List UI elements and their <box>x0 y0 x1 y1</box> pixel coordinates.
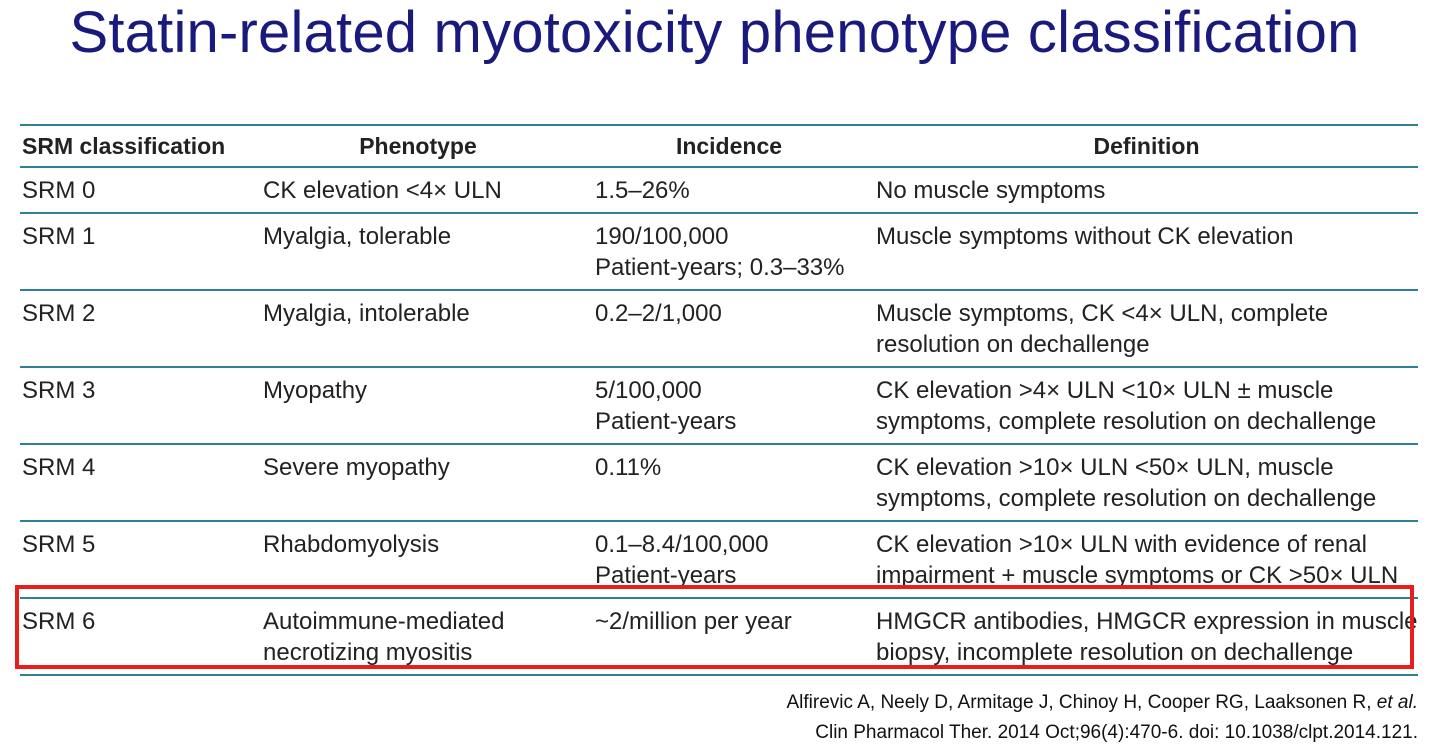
cell-incidence-line: 1.5–26% <box>595 177 690 204</box>
table-row <box>20 167 1418 213</box>
cell-definition-line: impairment + muscle symptoms or CK >50× ULN <box>876 562 1399 589</box>
cell-phenotype <box>251 444 583 521</box>
cell-incidence <box>583 367 873 444</box>
cell-phenotype-line: Myalgia, tolerable <box>263 223 452 250</box>
cell-definition-line: HMGCR antibodies, HMGCR expression in muscle <box>876 608 1418 635</box>
cell-definition-line: Muscle symptoms, CK <4× ULN, complete <box>876 300 1329 327</box>
cell-incidence-line: Patient-years <box>595 408 737 435</box>
cell-phenotype <box>251 367 583 444</box>
citation-authors-line <box>786 688 1418 718</box>
cell-definition-line: biopsy, incomplete resolution on dechallenge <box>876 639 1354 666</box>
cell-incidence-line: 0.11% <box>595 454 662 481</box>
cell-definition-line: resolution on dechallenge <box>876 331 1150 358</box>
cell-definition-line: symptoms, complete resolution on dechallenge <box>876 485 1377 512</box>
cell-phenotype-line: Rhabdomyolysis <box>263 531 440 558</box>
cell-incidence-line: Patient-years <box>595 562 737 589</box>
cell-incidence <box>583 444 873 521</box>
table-row <box>20 444 1418 521</box>
header-srm-classification: SRM classification <box>22 132 226 159</box>
cell-incidence-line: 0.1–8.4/100,000 <box>595 531 769 558</box>
cell-phenotype-line: Myalgia, intolerable <box>263 300 470 327</box>
cell-srm: SRM 6 <box>22 608 96 635</box>
citation-et-al: et al. <box>1376 692 1418 713</box>
cell-phenotype-line: Myopathy <box>263 377 368 404</box>
cell-incidence-line: ~2/million per year <box>595 608 792 635</box>
cell-definition-line: Muscle symptoms without CK elevation <box>876 223 1294 250</box>
table-row <box>20 290 1418 367</box>
cell-incidence <box>583 290 873 367</box>
cell-definition <box>873 290 1418 367</box>
cell-phenotype-line: CK elevation <4× ULN <box>263 177 502 204</box>
cell-definition <box>873 167 1418 213</box>
slide-title: Statin-related myotoxicity phenotype classification <box>69 0 1360 65</box>
table-row <box>20 367 1418 444</box>
cell-definition-line: CK elevation >10× ULN <50× ULN, muscle <box>876 454 1334 481</box>
cell-srm: SRM 2 <box>22 300 96 327</box>
header-phenotype: Phenotype <box>359 132 477 159</box>
cell-incidence <box>583 167 873 213</box>
cell-phenotype-line: necrotizing myositis <box>263 639 473 666</box>
cell-phenotype-line: Autoimmune-mediated <box>263 608 505 635</box>
cell-incidence-line: 5/100,000 <box>595 377 702 404</box>
header-incidence: Incidence <box>675 132 783 159</box>
cell-srm: SRM 4 <box>22 454 96 481</box>
srm6-highlight-box <box>15 585 1414 669</box>
cell-definition-line: CK elevation >10× ULN with evidence of renal <box>876 531 1367 558</box>
cell-srm: SRM 3 <box>22 377 96 404</box>
cell-definition-line: No muscle symptoms <box>876 177 1106 204</box>
cell-phenotype <box>251 290 583 367</box>
cell-incidence-line: 190/100,000 <box>595 223 729 250</box>
citation-authors: Alfirevic A, Neely D, Armitage J, Chinoy H, Cooper RG, Laaksonen R, <box>786 692 1377 713</box>
citation <box>786 688 1418 748</box>
cell-definition-line: symptoms, complete resolution on dechallenge <box>876 408 1377 435</box>
citation-journal: Clin Pharmacol Ther. 2014 Oct;96(4):470-6. doi: 10.1038/clpt.2014.121. <box>815 722 1418 743</box>
cell-srm: SRM 5 <box>22 531 96 558</box>
header-definition: Definition <box>1093 132 1200 159</box>
cell-incidence-line: Patient-years; 0.3–33% <box>595 254 845 281</box>
cell-definition <box>873 213 1418 290</box>
table-header-row <box>20 125 1418 167</box>
cell-srm: SRM 1 <box>22 223 96 250</box>
cell-definition <box>873 444 1418 521</box>
table-row <box>20 213 1418 290</box>
cell-phenotype <box>251 167 583 213</box>
cell-definition <box>873 367 1418 444</box>
cell-incidence <box>583 213 873 290</box>
cell-definition-line: CK elevation >4× ULN <10× ULN ± muscle <box>876 377 1334 404</box>
cell-phenotype <box>251 213 583 290</box>
cell-incidence-line: 0.2–2/1,000 <box>595 300 722 327</box>
cell-srm: SRM 0 <box>22 177 96 204</box>
cell-phenotype-line: Severe myopathy <box>263 454 450 481</box>
